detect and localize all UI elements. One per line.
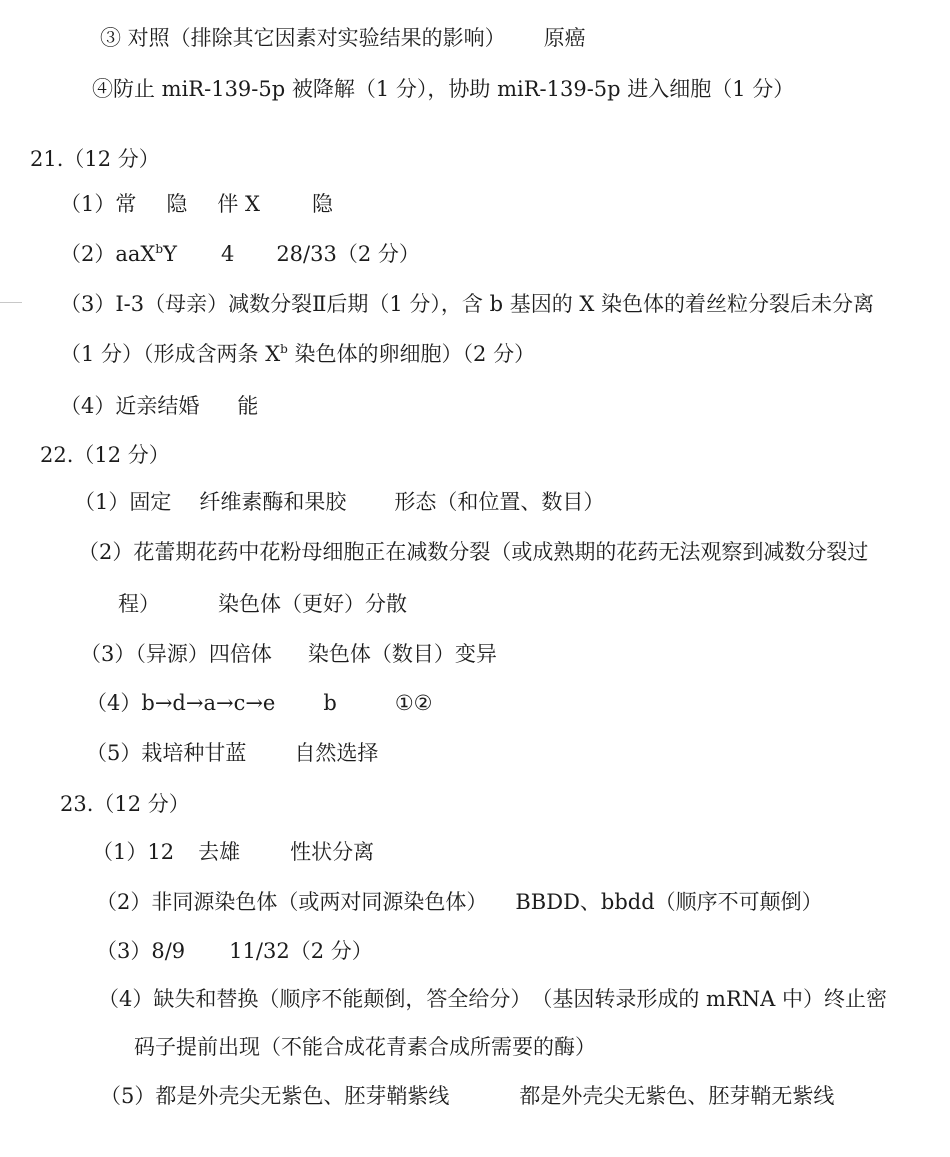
q21-part4 [60, 392, 258, 420]
q22-p2-line1: （2）花蕾期花药中花粉母细胞正在减数分裂（或成熟期的花药无法观察到减数分裂过 [78, 540, 869, 564]
q22-p1-c: 形态（和位置、数目） [394, 490, 605, 514]
q21-p2-a-pre: aaX [115, 242, 156, 266]
q23-header: 23.（12 分） [60, 792, 190, 816]
q21-p3-line2-post: 染色体的卵细胞）（2 分） [287, 342, 536, 366]
q22-p1-label: （1） [74, 490, 130, 514]
q22-p4-c: ①② [394, 691, 433, 715]
q21-p3-line1: （3）I-3（母亲）减数分裂Ⅱ后期（1 分），含 b 基因的 X 染色体的着丝粒分裂后未分离 [60, 292, 875, 316]
q22-part5 [86, 739, 378, 767]
q23-part4-line1 [98, 985, 887, 1013]
q23-p1-label: （1） [92, 840, 148, 864]
q23-p3-a: 8/9 [151, 939, 186, 963]
q21-p4-a: 近亲结婚 [115, 394, 200, 418]
q21-p3-line2-pre: （1 分）（形成含两条 X [60, 342, 281, 366]
q23-p3-b: 11/32（2 分） [229, 939, 373, 963]
q23-p5-b: 都是外壳尖无紫色、胚芽鞘无紫线 [519, 1084, 835, 1108]
q23-p3-label: （3） [96, 939, 152, 963]
q21-part3-line1 [60, 290, 874, 318]
q23-part2 [96, 888, 823, 916]
q20-sub3-line [100, 24, 586, 52]
q22-part4 [86, 689, 432, 717]
q23-p1-a: 12 [147, 840, 175, 864]
q22-p1-a: 固定 [129, 490, 172, 514]
q23-p1-b: 去雄 [198, 840, 241, 864]
q23-p1-c: 性状分离 [290, 840, 375, 864]
q21-p1-a: 常 [115, 192, 137, 216]
q21-p4-label: （4） [60, 394, 116, 418]
q21-p2-a-sup: b [155, 242, 164, 256]
q22-part1 [74, 488, 604, 516]
q21-p4-b: 能 [237, 394, 259, 418]
q21-part2 [60, 240, 420, 268]
q22-p2-line2-b: 染色体（更好）分散 [218, 592, 407, 616]
q21-p1-label: （1） [60, 192, 116, 216]
q23-p5-label: （5） [100, 1084, 156, 1108]
q23-p2-b: BBDD、bbdd（顺序不可颠倒） [515, 890, 823, 914]
q22-p4-b: b [323, 691, 337, 715]
q23-p4-line2: 码子提前出现（不能合成花青素合成所需要的酶） [134, 1035, 596, 1059]
q20-sub3-answer: 原癌 [543, 26, 586, 50]
q21-p2-a-post: Y [163, 242, 177, 266]
q22-p5-label: （5） [86, 741, 142, 765]
q21-part3-line2 [60, 340, 535, 368]
q23-p2-label: （2） [96, 890, 152, 914]
q23-part1 [92, 838, 374, 866]
q21-p3-line2-sup: b [280, 342, 288, 356]
q21-p1-b: 隐 [166, 192, 188, 216]
q22-p1-b: 纤维素酶和果胶 [199, 490, 347, 514]
q23-part5 [100, 1082, 834, 1110]
q20-sub3-label: ③ 对照（排除其它因素对实验结果的影响） [100, 26, 506, 50]
q22-part2-line1 [78, 538, 868, 566]
q23-part4-line2 [134, 1033, 596, 1061]
q22-p3-a: （异源）四倍体 [135, 642, 272, 666]
q21-part1 [60, 190, 333, 218]
q21-header: 21.（12 分） [30, 147, 160, 171]
q22-p5-b: 自然选择 [294, 741, 379, 765]
q23-p4-line1: （4）缺失和替换（顺序不能颠倒，答全给分） （基因转录形成的 mRNA 中）终止密 [98, 987, 887, 1011]
q22-part3 [80, 640, 497, 668]
q20-sub4-text: ④防止 miR-139-5p 被降解（1 分），协助 miR-139-5p 进入细胞（1 分） [92, 77, 795, 101]
q22-part2-line2 [118, 590, 407, 618]
q22-p4-label: （4） [86, 691, 142, 715]
q21-p1-c: 伴 X [217, 192, 261, 216]
q21-p2-c: 28/33（2 分） [276, 242, 420, 266]
q21-p1-d: 隐 [312, 192, 334, 216]
q23-part3 [96, 937, 373, 965]
q21-p2-b: 4 [220, 242, 235, 266]
q22-p3-label: （3） [80, 642, 136, 666]
q21-p2-label: （2） [60, 242, 116, 266]
q22-p5-a: 栽培种甘蓝 [141, 741, 247, 765]
q22-header: 22.（12 分） [40, 443, 170, 467]
q23-p2-a: 非同源染色体（或两对同源染色体） [151, 890, 488, 914]
q22-p4-a: b→d→a→c→e [141, 691, 276, 715]
q22-p2-line2-a: 程） [118, 592, 160, 616]
q23-p5-a: 都是外壳尖无紫色、胚芽鞘紫线 [155, 1084, 450, 1108]
q20-sub4-line [92, 75, 794, 103]
q22-p3-b: 染色体（数目）变异 [307, 642, 497, 666]
scan-artifact-line [0, 302, 22, 303]
